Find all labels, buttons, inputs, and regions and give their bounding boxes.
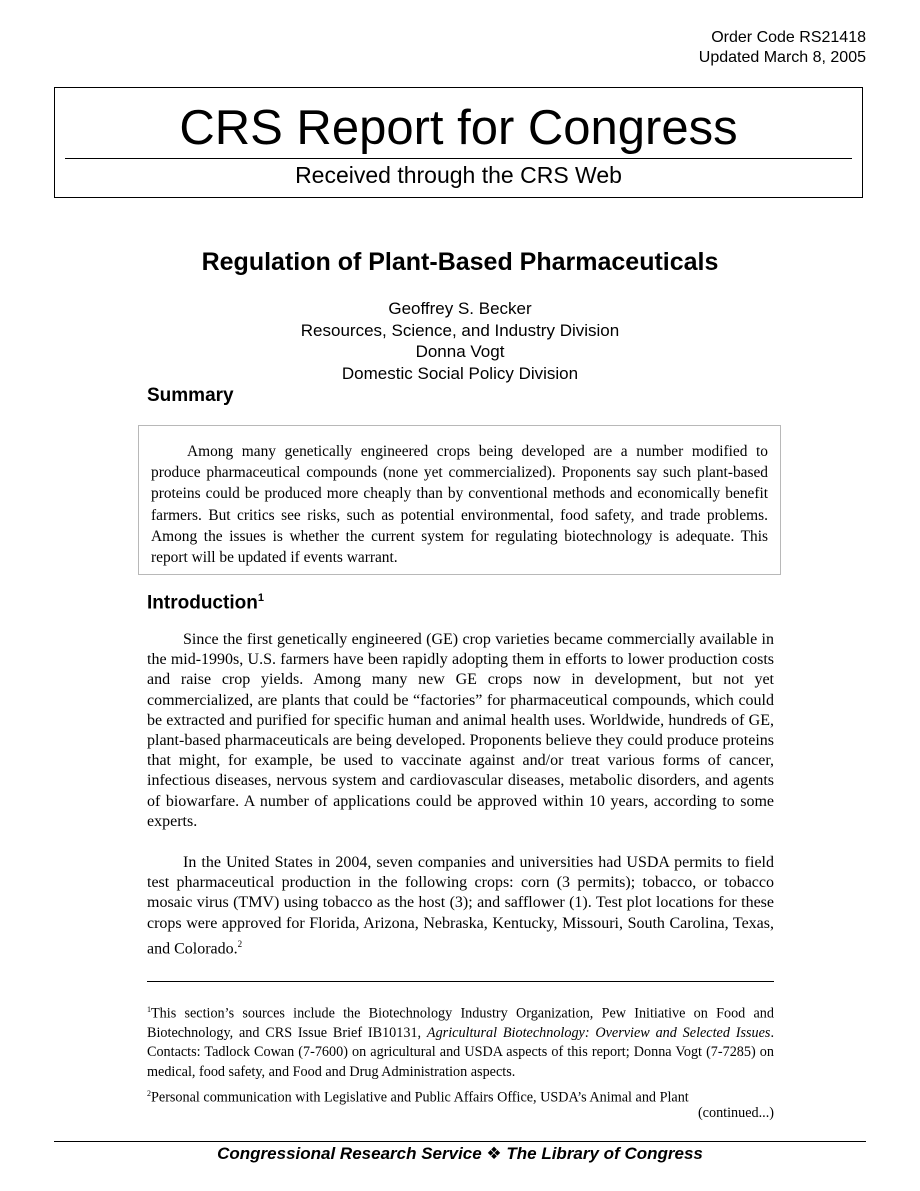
footnote-mark: 2 xyxy=(147,1089,151,1098)
order-code: Order Code RS21418 xyxy=(711,29,866,46)
introduction-heading xyxy=(147,586,264,615)
continued-note: (continued...) xyxy=(697,1105,774,1121)
summary-heading: Summary xyxy=(147,385,234,406)
footnote-separator xyxy=(147,981,774,982)
paragraph-text: In the United States in 2004, seven companies and universities had USDA permits to field test pharmaceutical production in the following crops: corn (3 permits); tobacco, or tobacco mosaic virus (TMV) using tobacco as the host (3); and safflower (1). Test plot locations for these crops were approved for Florida, Arizona, Nebraska, Kentucky, Missouri, South Carolina, Texas, and Colorado. xyxy=(147,854,774,958)
crs-banner-title: CRS Report for Congress xyxy=(179,101,738,155)
footnote-text: Personal communication with Legislative and Public Affairs Office, USDA’s Animal and Plant xyxy=(151,1089,689,1106)
author-name: Donna Vogt xyxy=(415,342,505,361)
footnote xyxy=(147,1000,774,1082)
order-code-block xyxy=(699,28,866,68)
author-name: Geoffrey S. Becker xyxy=(388,299,532,318)
footnote-reference: 2 xyxy=(237,938,243,949)
footnote-text: This section’s sources include the Biotechnology Industry Organization, Pew Initiative on Food and Biotechnology, and CRS Issue Brief IB10131, xyxy=(147,1005,774,1042)
footnote-reference: 1 xyxy=(257,592,264,604)
report-title: Regulation of Plant-Based Pharmaceuticals xyxy=(201,248,719,276)
crs-banner-rule xyxy=(65,158,852,159)
footnote-text: . Contacts: Tadlock Cowan (7-7600) on agricultural and USDA aspects of this report; Donna Vogt (7-7285) on medical, food safety, and Food and Drug Administration aspects. xyxy=(147,1025,774,1080)
summary-text: Among many genetically engineered crops being developed are a number modified to produce pharmaceutical compounds (none yet commercialized). Proponents say such plant-based proteins could be produced more cheaply than by conventional methods and economically benefit farmers. But critics see risks, such as potential environmental, food safety, and trade problems. Among the issues is whether the current system for regulating biotechnology is adequate. This report will be updated if events warrant. xyxy=(151,443,768,567)
crs-banner xyxy=(54,87,863,198)
author-block xyxy=(0,298,920,384)
intro-paragraph xyxy=(147,630,774,832)
author-division: Resources, Science, and Industry Division xyxy=(300,320,620,340)
footnote xyxy=(147,1084,774,1108)
intro-paragraph xyxy=(147,853,774,959)
summary-box xyxy=(138,425,781,575)
introduction-heading-text: Introduction xyxy=(147,592,258,614)
footnote-cited-title: Agricultural Biotechnology: Overview and Selected Issues xyxy=(426,1025,771,1042)
footnote-mark: 1 xyxy=(147,1005,151,1014)
author-division: Domestic Social Policy Division xyxy=(341,363,579,383)
updated-date: Updated March 8, 2005 xyxy=(698,49,866,66)
crs-banner-subtitle: Received through the CRS Web xyxy=(295,162,622,188)
page-footer: Congressional Research Service ❖ The Library of Congress xyxy=(217,1144,703,1163)
footer-rule xyxy=(54,1141,866,1142)
paragraph-text: Since the first genetically engineered (GE) crop varieties became commercially available in the mid-1990s, U.S. farmers have been rapidly adopting them in efforts to lower production costs and raise crop yields. Among many new GE crops now in development, but not yet commercialized, are plants that could be “factories” for pharmaceutical compounds, which could be extracted and purified for specific human and animal health uses. Worldwide, hundreds of GE, plant-based pharmaceuticals are being developed. Proponents believe they could produce proteins that might, for example, be used to vaccinate against and/or treat various forms of cancer, infectious diseases, nervous system and cardiovascular diseases, metabolic disorders, and agents of biowarfare. A number of applications could be approved within 10 years, according to some experts. xyxy=(147,631,774,830)
